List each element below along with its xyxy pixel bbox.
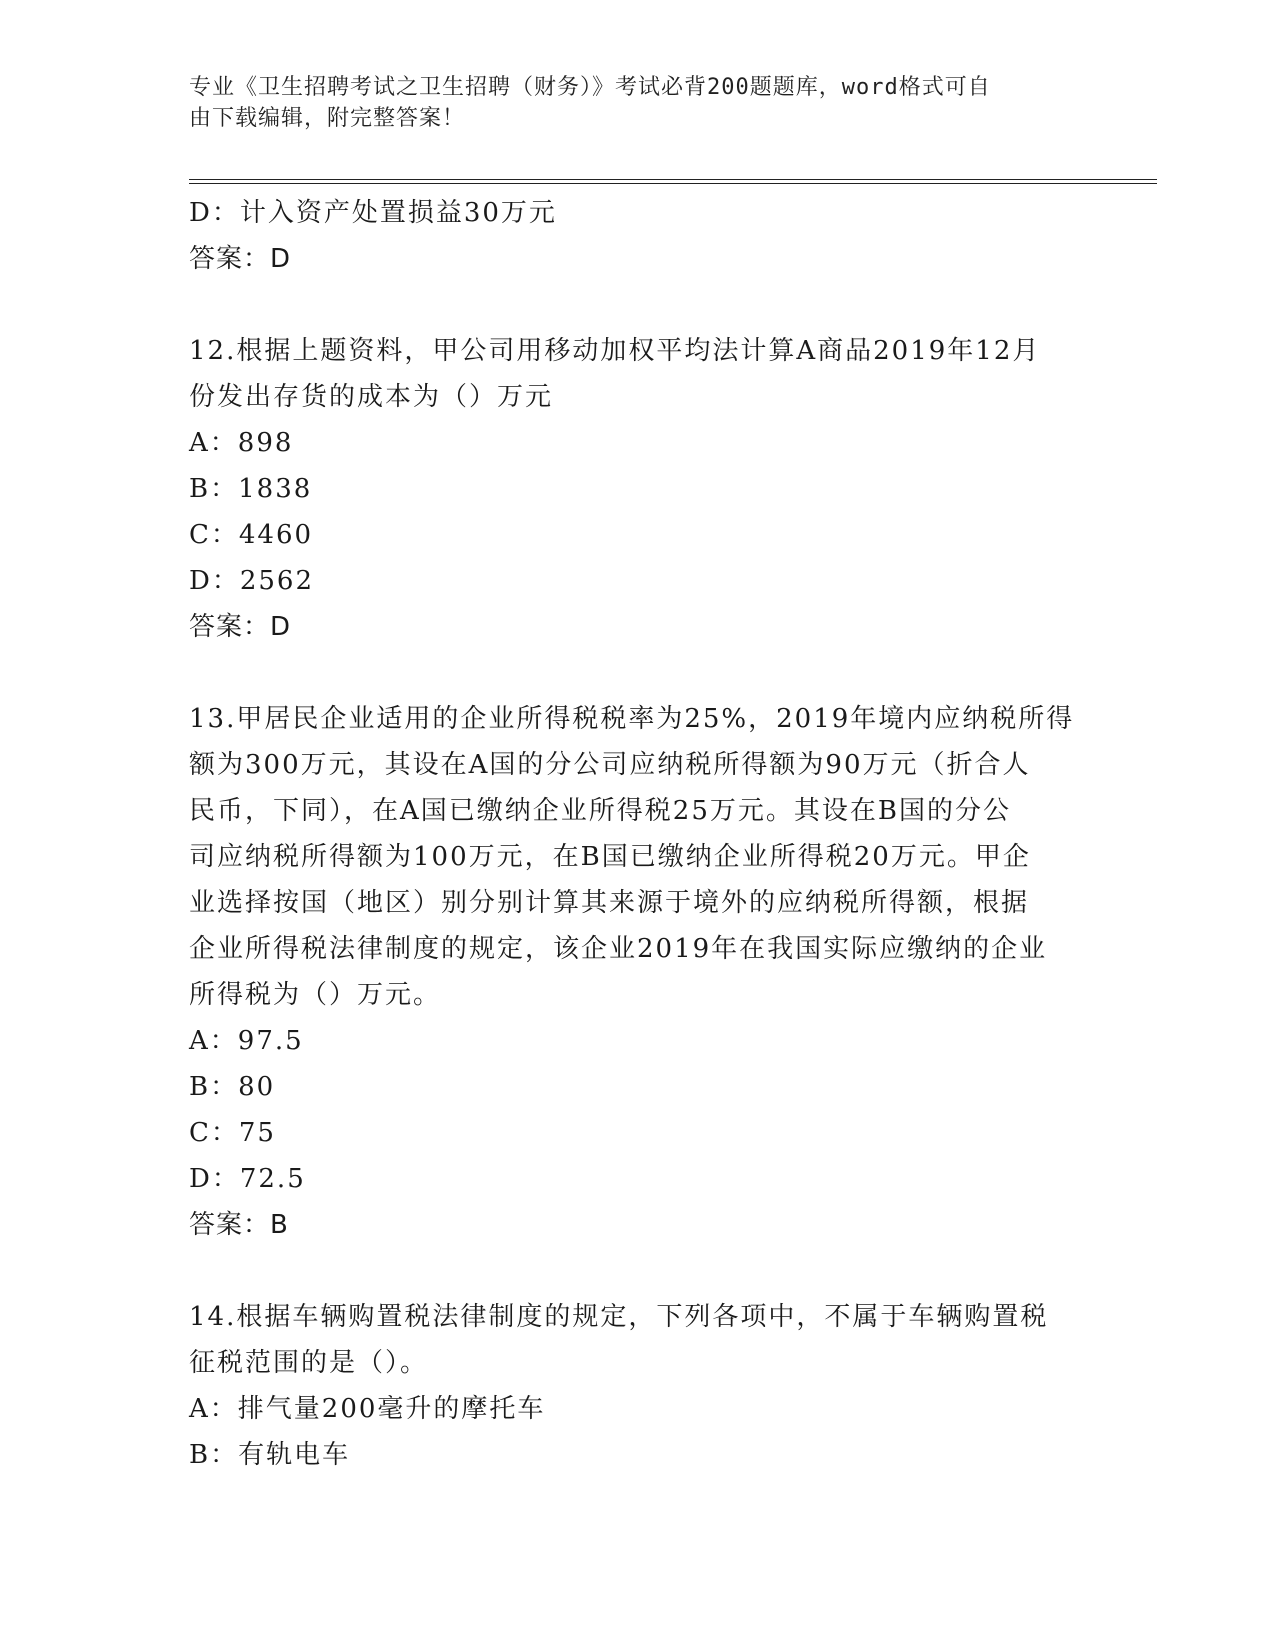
option-d: D：72.5 xyxy=(189,1164,306,1194)
option-a: A：排气量200毫升的摩托车 xyxy=(189,1394,546,1424)
answer-line: 答案：D xyxy=(189,244,292,274)
question-text-line: 12.根据上题资料，甲公司用移动加权平均法计算A商品2019年12月 xyxy=(189,336,1041,366)
option-a: A：898 xyxy=(189,428,294,458)
option-d: D：2562 xyxy=(189,566,315,596)
question-text-line: 13.甲居民企业适用的企业所得税税率为25%，2019年境内应纳税所得 xyxy=(189,704,1075,734)
option-b: B：80 xyxy=(189,1072,276,1102)
question-text-line: 14.根据车辆购置税法律制度的规定，下列各项中，不属于车辆购置税 xyxy=(189,1302,1049,1332)
option-a: A：97.5 xyxy=(189,1026,304,1056)
question-text-line: 份发出存货的成本为（）万元 xyxy=(189,382,554,412)
question-14 xyxy=(189,1294,1079,1478)
question-text-line: 司应纳税所得额为100万元，在B国已缴纳企业所得税20万元。甲企 xyxy=(189,842,1031,872)
header-divider-bottom xyxy=(189,183,1157,184)
question-text-line: 所得税为（）万元。 xyxy=(189,980,442,1010)
header-divider-top xyxy=(189,179,1157,180)
spacer xyxy=(189,650,1079,696)
spacer xyxy=(189,282,1079,328)
document-header xyxy=(189,72,1069,134)
answer-line: 答案：B xyxy=(189,1210,289,1240)
option-c: C：75 xyxy=(189,1118,276,1148)
question-text-line: 业选择按国（地区）别分别计算其来源于境外的应纳税所得额，根据 xyxy=(189,888,1030,918)
option-b: B：有轨电车 xyxy=(189,1440,351,1470)
question-text-line: 额为300万元，其设在A国的分公司应纳税所得额为90万元（折合人 xyxy=(189,750,1031,780)
question-text-line: 企业所得税法律制度的规定，该企业2019年在我国实际应缴纳的企业 xyxy=(189,934,1048,964)
question-12 xyxy=(189,328,1079,650)
previous-question-tail xyxy=(189,190,1079,282)
question-text-line: 征税范围的是（）。 xyxy=(189,1348,429,1378)
spacer xyxy=(189,1248,1079,1294)
document-body xyxy=(189,190,1079,1478)
option-d: D：计入资产处置损益30万元 xyxy=(189,198,557,228)
option-b: B：1838 xyxy=(189,474,313,504)
header-line-2: 由下载编辑，附完整答案！ xyxy=(189,106,466,131)
header-line-1: 专业《卫生招聘考试之卫生招聘（财务）》考试必背200题题库，word格式可自 xyxy=(189,75,991,100)
answer-line: 答案：D xyxy=(189,612,292,642)
question-text-line: 民币，下同），在A国已缴纳企业所得税25万元。其设在B国的分公 xyxy=(189,796,1011,826)
question-13 xyxy=(189,696,1079,1248)
option-c: C：4460 xyxy=(189,520,314,550)
